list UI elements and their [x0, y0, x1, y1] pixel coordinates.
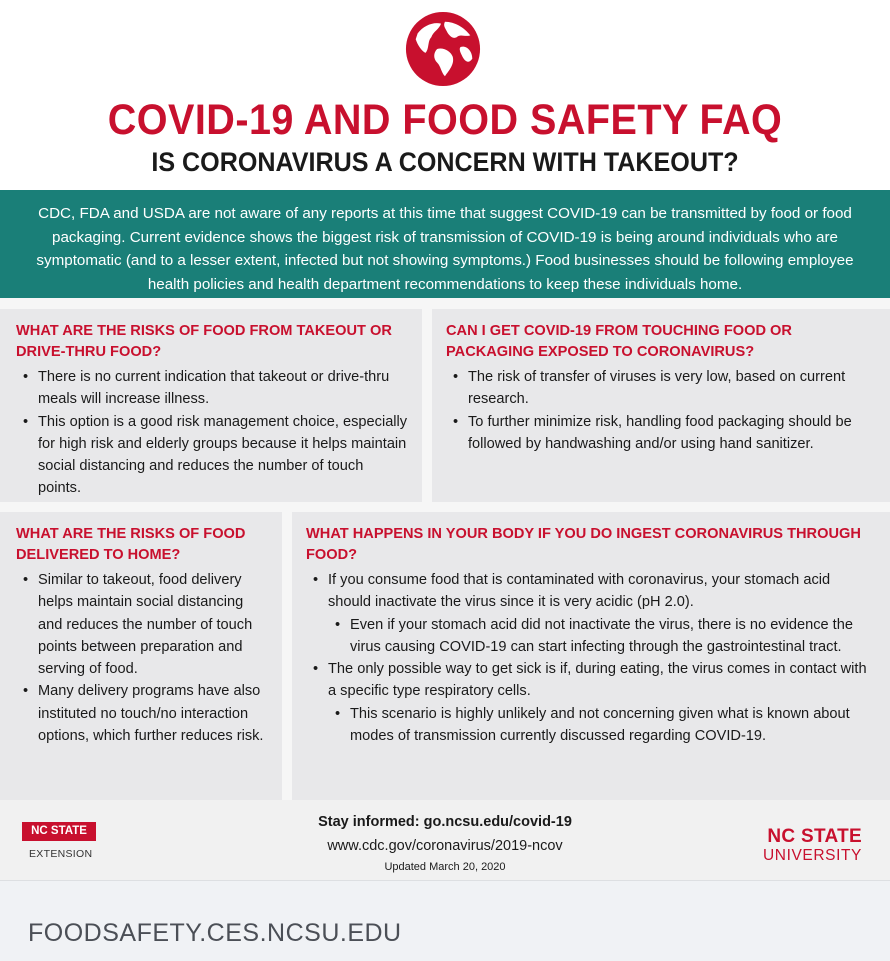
ingest-sub-bullets	[306, 614, 876, 659]
packaging-bullets	[446, 366, 876, 455]
list-item: • This scenario is highly unlikely and not concerning given what is known about modes of transmission currently discussed regarding COVID-19.	[318, 703, 876, 748]
list-item: • The risk of transfer of viruses is very low, based on current research.	[446, 366, 876, 411]
list-item: • The only possible way to get sick is if, during eating, the virus comes in contact with a specific type respiratory cells.	[306, 658, 876, 703]
footer	[0, 800, 890, 880]
list-item: • This option is a good risk management choice, especially for high risk and elderly groups because it helps maintain social distancing and reduces the number of touch points.	[16, 411, 408, 500]
takeout-bullets	[16, 366, 408, 500]
ingest-bullets	[306, 658, 876, 703]
delivery-bullets	[16, 569, 270, 747]
ncsu-logo-line2: UNIVERSITY	[762, 847, 862, 864]
list-item: • Many delivery programs have also instituted no touch/no interaction options, which further reduces risk.	[16, 680, 270, 747]
globe-icon	[404, 10, 482, 88]
list-item: • Even if your stomach acid did not inactivate the virus, there is no evidence the virus causing COVID-19 can start infecting through the gastrointestinal tract.	[318, 614, 876, 659]
list-item: • To further minimize risk, handling food packaging should be followed by handwashing and/or using hand sanitizer.	[446, 411, 876, 456]
caption-domain[interactable]: FOODSAFETY.CES.NCSU.EDU	[28, 919, 402, 947]
ingest-question: WHAT HAPPENS IN YOUR BODY IF YOU DO INGEST CORONAVIRUS THROUGH FOOD?	[306, 526, 861, 563]
packaging-question: CAN I GET COVID-19 FROM TOUCHING FOOD OR PACKAGING EXPOSED TO CORONAVIRUS?	[446, 323, 792, 360]
link-caption[interactable]	[0, 880, 890, 961]
ingest-panel	[292, 512, 890, 800]
takeout-question: WHAT ARE THE RISKS OF FOOD FROM TAKEOUT OR DRIVE-THRU FOOD?	[16, 323, 392, 360]
list-item: • There is no current indication that takeout or drive-thru meals will increase illness.	[16, 366, 408, 411]
delivery-question: WHAT ARE THE RISKS OF FOOD DELIVERED TO HOME?	[16, 526, 246, 563]
packaging-panel	[432, 309, 890, 502]
list-item: • If you consume food that is contaminated with coronavirus, your stomach acid should inactivate the virus since it is very acidic (pH 2.0).	[306, 569, 876, 614]
nc-state-badge: NC STATE	[22, 822, 96, 841]
page-title: COVID-19 AND FOOD SAFETY FAQ	[107, 96, 783, 144]
updated-date: Updated March 20, 2020	[384, 861, 506, 873]
takeout-panel	[0, 309, 422, 502]
list-item: • Similar to takeout, food delivery helps maintain social distancing and reduces the number of touch points between preparation and serving of food.	[16, 569, 270, 680]
ingest-bullets	[306, 569, 876, 614]
ncsu-logo-line1: NC STATE	[767, 826, 862, 847]
delivery-panel	[0, 512, 282, 800]
header	[0, 0, 890, 190]
page-subtitle: IS CORONAVIRUS A CONCERN WITH TAKEOUT?	[151, 147, 739, 177]
stay-informed-link[interactable]: Stay informed: go.ncsu.edu/covid-19	[318, 814, 572, 830]
ingest-sub-bullets	[306, 703, 876, 748]
intro-band: CDC, FDA and USDA are not aware of any reports at this time that suggest COVID-19 can be transmitted by food or food packaging. Current evidence shows the biggest risk of transmission of COVID-19 is being around individuals who are symptomatic (and to a lesser extent, infected but not showing symptoms.) Food businesses should be following employee health policies and health department recommendations to keep these individuals home.	[0, 190, 890, 298]
extension-label: EXTENSION	[29, 848, 93, 860]
cdc-link[interactable]: www.cdc.gov/coronavirus/2019-ncov	[327, 838, 563, 854]
